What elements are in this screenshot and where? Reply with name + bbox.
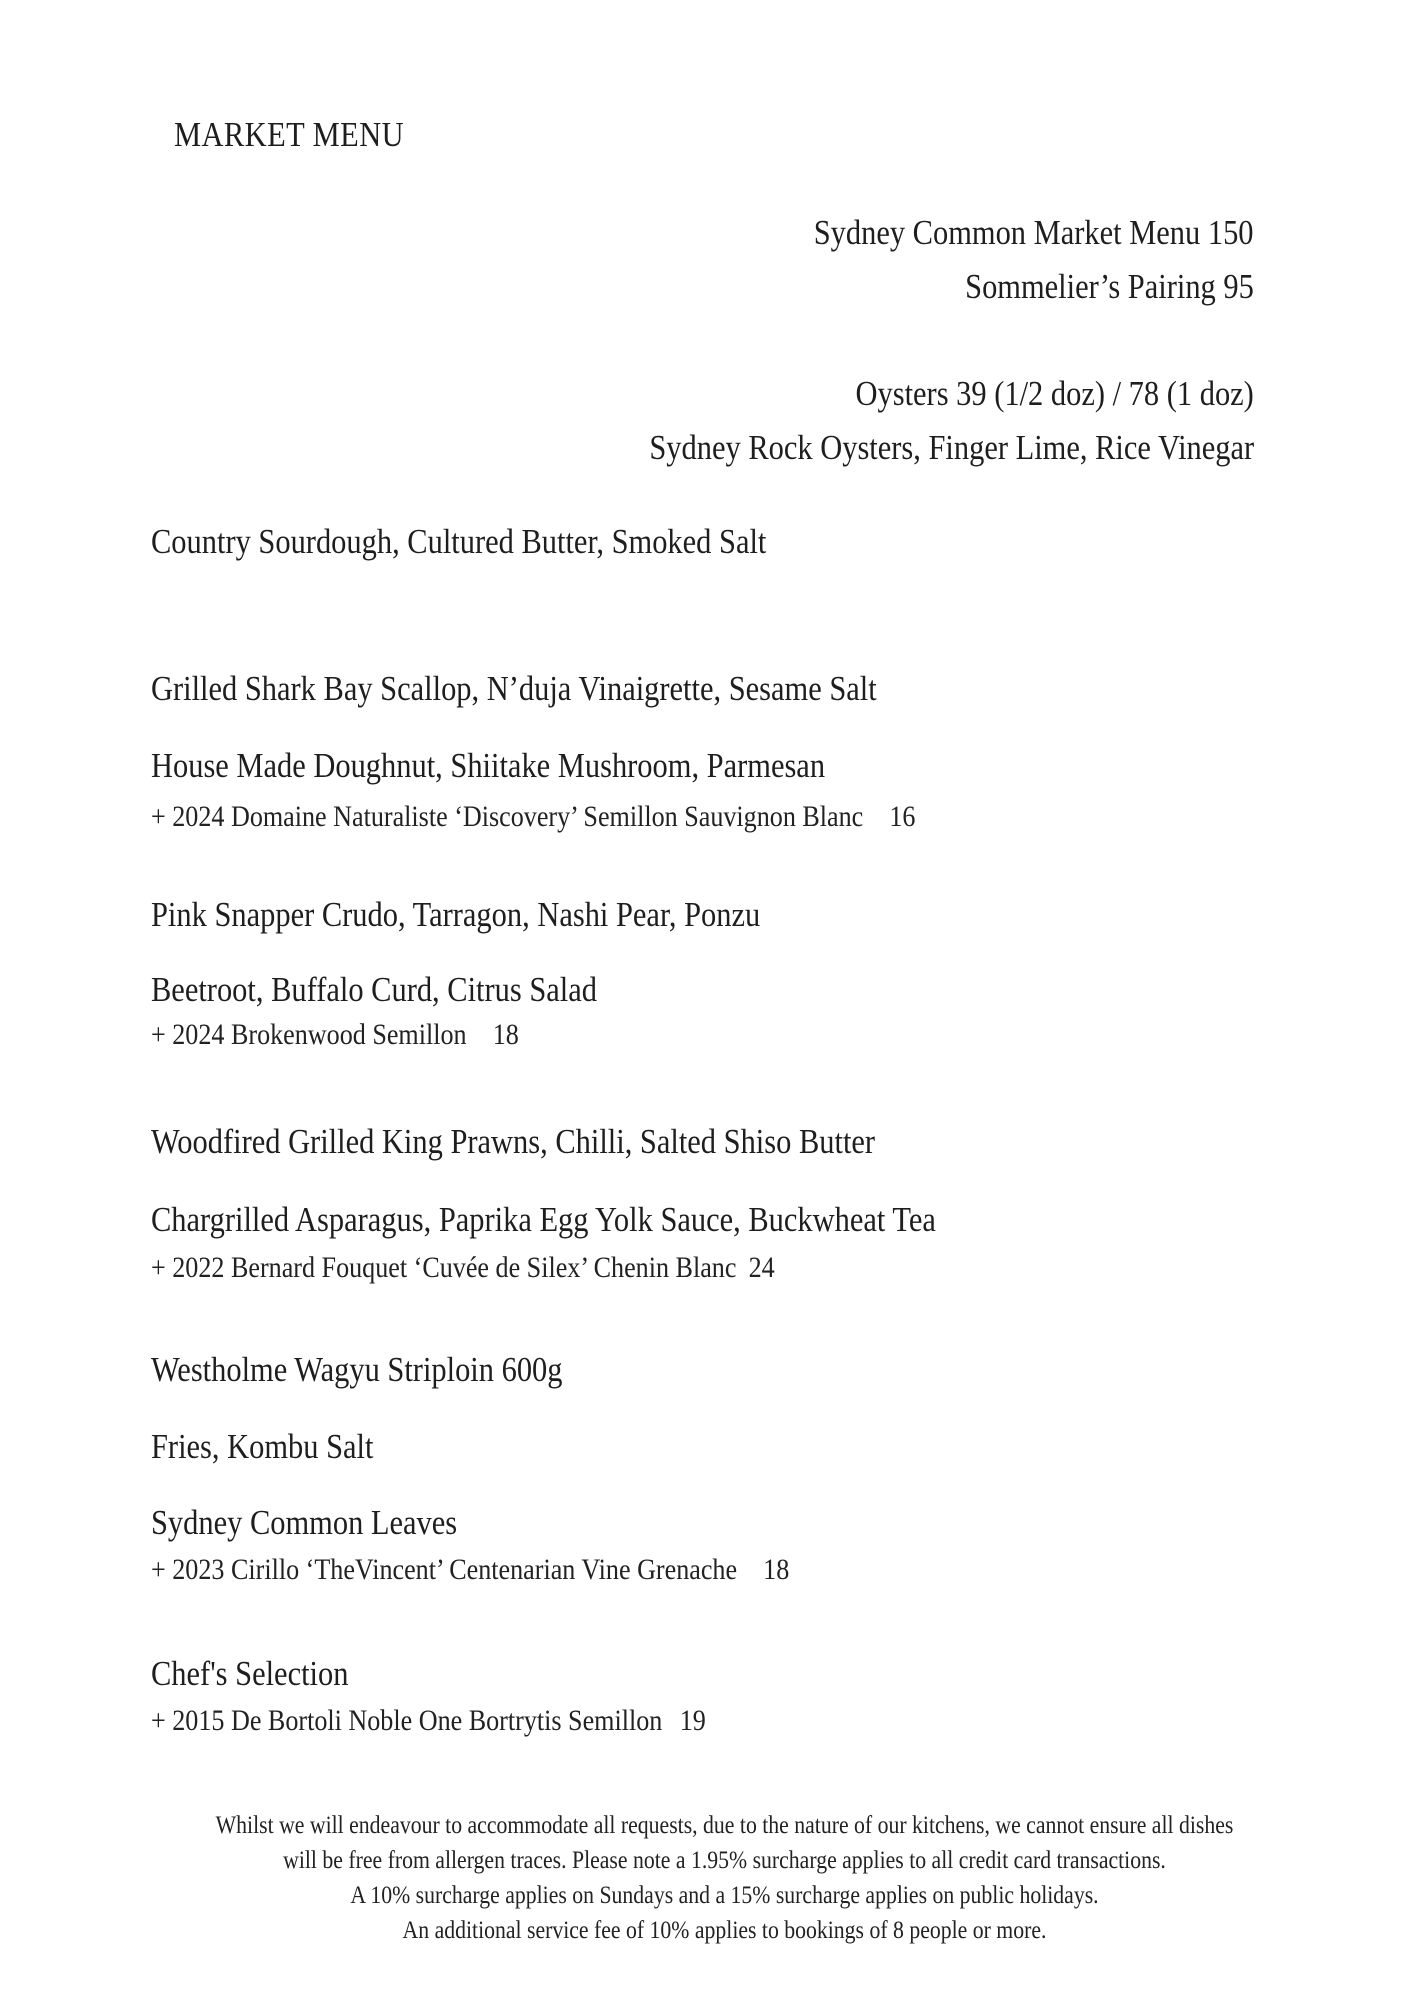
wine-pairing — [151, 1552, 789, 1588]
dish-name: Grilled Shark Bay Scallop, N’duja Vinaigrette, Sesame Salt — [151, 669, 877, 708]
market-menu-price-line: Sydney Common Market Menu 150 — [814, 213, 1254, 252]
wine-pairing-price: 19 — [679, 1704, 706, 1737]
dish-name: Sydney Common Leaves — [151, 1503, 458, 1542]
wine-pairing — [151, 799, 915, 835]
footer-notes — [112, 1808, 1338, 1948]
wine-pairing-label: + 2015 De Bortoli Noble One Bortrytis Semillon — [151, 1704, 663, 1737]
wine-pairing — [151, 1017, 519, 1053]
dish-name: Chargrilled Asparagus, Paprika Egg Yolk Sauce, Buckwheat Tea — [151, 1200, 936, 1239]
dish-name: Woodfired Grilled King Prawns, Chilli, Salted Shiso Butter — [151, 1122, 876, 1161]
dish-name: House Made Doughnut, Shiitake Mushroom, Parmesan — [151, 746, 826, 785]
wine-pairing-label: + 2024 Brokenwood Semillon — [151, 1018, 467, 1051]
dish-name: Westholme Wagyu Striploin 600g — [151, 1350, 563, 1389]
wine-pairing-label: + 2023 Cirillo ‘TheVincent’ Centenarian Vine Grenache — [151, 1553, 738, 1586]
wine-pairing — [151, 1250, 775, 1286]
footer-note: An additional service fee of 10% applies to bookings of 8 people or more. — [402, 1917, 1047, 1944]
wine-pairing-price: 16 — [889, 800, 916, 833]
wine-pairing-label: + 2022 Bernard Fouquet ‘Cuvée de Silex’ Chenin Blanc — [151, 1251, 737, 1284]
wine-pairing-price: 18 — [763, 1553, 790, 1586]
dish-name: Chef's Selection — [151, 1654, 349, 1693]
oysters-description-line: Sydney Rock Oysters, Finger Lime, Rice Vinegar — [649, 428, 1254, 467]
dish-name: Pink Snapper Crudo, Tarragon, Nashi Pear, Ponzu — [151, 895, 761, 934]
footer-note: A 10% surcharge applies on Sundays and a 15% surcharge applies on public holidays. — [350, 1882, 1099, 1909]
dish-name: Beetroot, Buffalo Curd, Citrus Salad — [151, 970, 597, 1009]
dish-name: Fries, Kombu Salt — [151, 1427, 374, 1466]
page-title: MARKET MENU — [174, 115, 405, 154]
footer-note: will be free from allergen traces. Please note a 1.95% surcharge applies to all credit card transactions. — [283, 1847, 1166, 1874]
wine-pairing — [151, 1703, 706, 1739]
dish-name: Country Sourdough, Cultured Butter, Smoked Salt — [151, 522, 767, 561]
sommelier-pairing-line: Sommelier’s Pairing 95 — [965, 267, 1254, 306]
footer-note: Whilst we will endeavour to accommodate all requests, due to the nature of our kitchens, we cannot ensure all dishes — [215, 1812, 1234, 1839]
wine-pairing-price: 24 — [748, 1251, 775, 1284]
oysters-price-line: Oysters 39 (1/2 doz) / 78 (1 doz) — [855, 374, 1254, 413]
wine-pairing-label: + 2024 Domaine Naturaliste ‘Discovery’ Semillon Sauvignon Blanc — [151, 800, 864, 833]
wine-pairing-price: 18 — [492, 1018, 519, 1051]
